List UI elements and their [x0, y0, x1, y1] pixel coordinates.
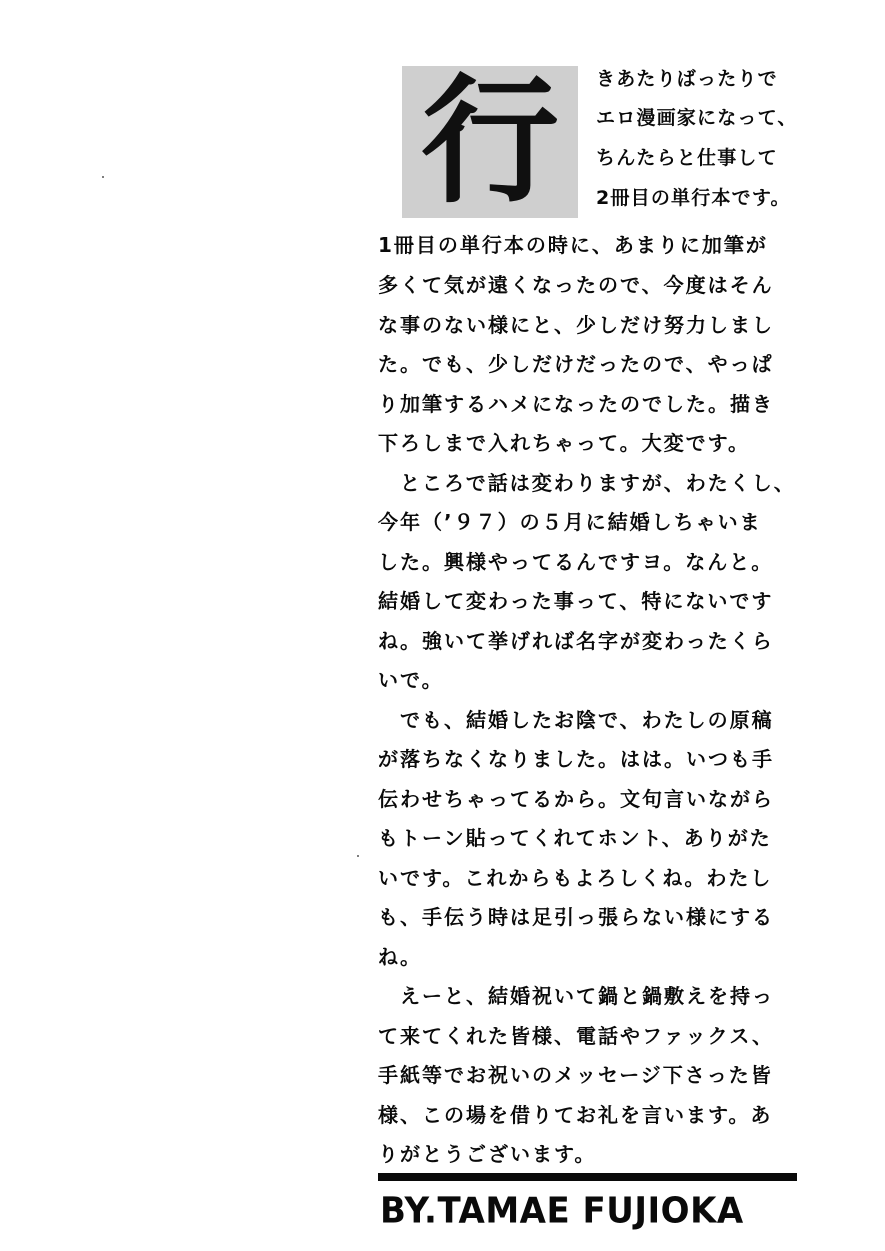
- body-line: 様、この場を借りてお礼を言います。あ: [378, 1103, 773, 1127]
- body-line: な事のない様にと、少しだけ努力しまし: [378, 313, 774, 337]
- intro-line: ちんたらと仕事して: [596, 147, 778, 169]
- intro-line: エロ漫画家になって、: [596, 107, 798, 129]
- body-line: 伝わせちゃってるから。文句言いながら: [378, 787, 774, 811]
- body-line: 下ろしまで入れちゃって。大変です。: [378, 431, 750, 455]
- body-line: 今年（’９７）の５月に結婚しちゃいま: [378, 510, 762, 534]
- body-line: でも、結婚したお陰で、わたしの原稿: [378, 708, 774, 732]
- body-line: が落ちなくなりました。はは。いつも手: [378, 747, 774, 771]
- body-line: 1冊目の単行本の時に、あまりに加筆が: [378, 233, 768, 257]
- body-line: ところで話は変わりますが、わたくし、: [378, 471, 796, 495]
- body-line: も、手伝う時は足引っ張らない様にする: [378, 905, 774, 929]
- body-line: 多くて気が遠くなったので、今度はそん: [378, 273, 774, 297]
- body-line: ね。強いて挙げれば名字が変わったくら: [378, 629, 774, 653]
- body-line: した。興様やってるんですヨ。なんと。: [378, 550, 774, 574]
- body-line: た。でも、少しだけだったので、やっぱ: [378, 352, 774, 376]
- body-line: て来てくれた皆様、電話やファックス、: [378, 1024, 774, 1048]
- body-line: 結婚して変わった事って、特にないです: [378, 589, 774, 613]
- divider-rule: [378, 1173, 797, 1181]
- heading-kanji: 行: [420, 61, 559, 222]
- body-line: 手紙等でお祝いのメッセージ下さった皆: [378, 1063, 773, 1087]
- intro-line: 2冊目の単行本です。: [596, 187, 791, 209]
- body-line: りがとうございます。: [378, 1142, 597, 1166]
- body-line: いで。: [378, 668, 444, 692]
- body-line: いです。これからもよろしくね。わたし: [378, 866, 773, 890]
- intro-line: きあたりばったりで: [596, 68, 778, 90]
- body-line: もトーン貼ってくれてホント、ありがた: [378, 826, 772, 850]
- body-line: えーと、結婚祝いて鍋と鍋敷えを持っ: [378, 984, 774, 1008]
- scan-speck: [102, 176, 104, 178]
- body-line: ね。: [378, 945, 422, 969]
- heading-kanji-box: [402, 61, 578, 222]
- body-line: り加筆するハメになったのでした。描き: [378, 392, 774, 416]
- author-signature: BY.TAMAE FUJIOKA: [380, 1190, 744, 1232]
- scan-speck: [357, 855, 359, 857]
